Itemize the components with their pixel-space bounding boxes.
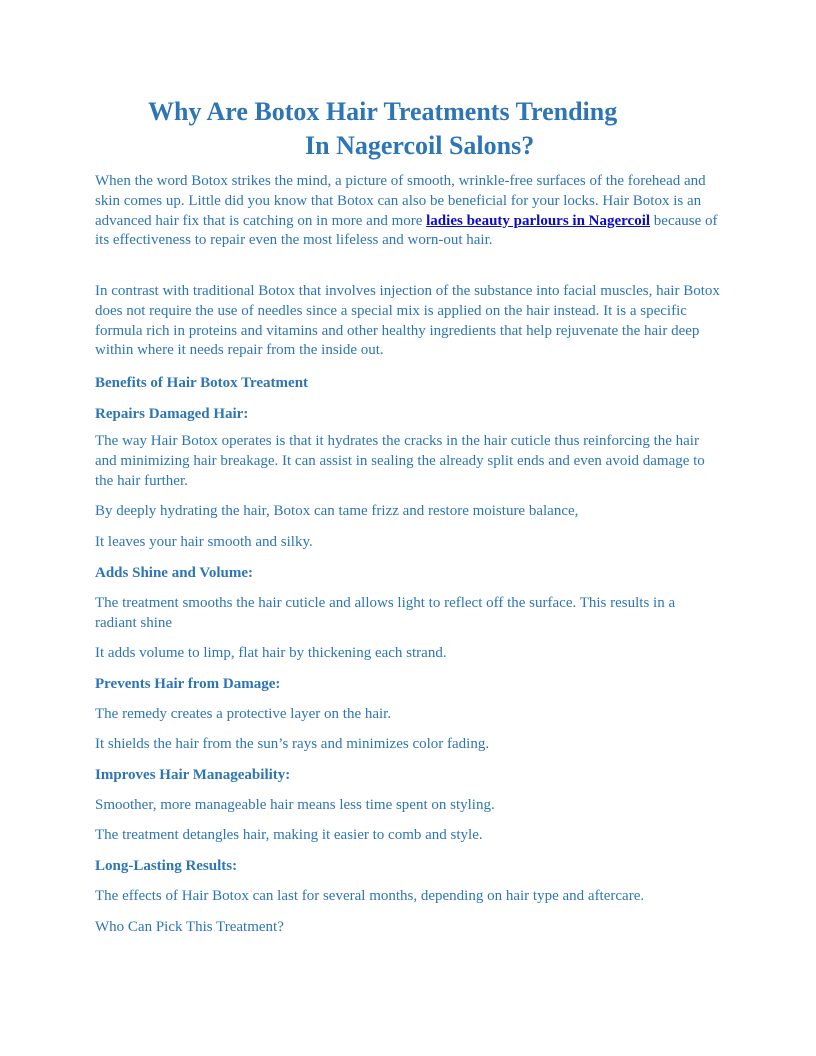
repairs-paragraph-1: The way Hair Botox operates is that it hydrates the cracks in the hair cuticle thus reinforcing the hair and minimizing hair breakage. It can assist in sealing the already split ends and even avoid damage to the hair further. [95, 433, 705, 489]
long-lasting-heading: Long-Lasting Results: [95, 858, 238, 874]
manageability-heading: Improves Hair Manageability: [95, 767, 291, 783]
benefits-heading: Benefits of Hair Botox Treatment [95, 375, 309, 391]
prevents-heading: Prevents Hair from Damage: [95, 676, 281, 692]
intro-text-after-link: because of its effectiveness to repair even the most lifeless and worn-out hair. [95, 212, 718, 249]
shine-paragraph-1: The treatment smooths the hair cuticle and allows light to reflect off the surface. This results in a radiant shine [95, 595, 676, 631]
repairs-paragraph-2: By deeply hydrating the hair, Botox can tame frizz and restore moisture balance, [95, 503, 579, 519]
title-line-2: In Nagercoil Salons? [305, 131, 535, 160]
who-can-pick-paragraph: Who Can Pick This Treatment? [95, 919, 284, 935]
intro-paragraph [95, 172, 720, 251]
shine-heading: Adds Shine and Volume: [95, 565, 253, 581]
ladies-beauty-parlours-link[interactable]: ladies beauty parlours in Nagercoil [426, 212, 651, 229]
manageability-paragraph-1: Smoother, more manageable hair means less time spent on styling. [95, 797, 495, 813]
shine-paragraph-2: It adds volume to limp, flat hair by thickening each strand. [95, 645, 447, 661]
contrast-paragraph: In contrast with traditional Botox that involves injection of the substance into facial muscles, hair Botox does not require the use of needles since a special mix is applied on the hair instead. It is a specific formula rich in proteins and vitamins and other healthy ingredients that help rejuvenate the hair deep within where it needs repair from the inside out. [95, 283, 720, 359]
title-line-1: Why Are Botox Hair Treatments Trending [148, 97, 618, 126]
intro-text-before-link: When the word Botox strikes the mind, a picture of smooth, wrinkle-free surfaces of the forehead and skin comes up. Little did you know that Botox can also be beneficial for your locks. Hair Botox is an advanced hair fix that is catching on in more and more [95, 173, 706, 229]
prevents-paragraph-2: It shields the hair from the sun’s rays and minimizes color fading. [95, 736, 490, 752]
long-lasting-paragraph-1: The effects of Hair Botox can last for several months, depending on hair type and aftercare. [95, 888, 645, 904]
manageability-paragraph-2: The treatment detangles hair, making it easier to comb and style. [95, 827, 483, 843]
repairs-paragraph-3: It leaves your hair smooth and silky. [95, 534, 313, 550]
prevents-paragraph-1: The remedy creates a protective layer on the hair. [95, 706, 392, 722]
repairs-heading: Repairs Damaged Hair: [95, 406, 249, 422]
